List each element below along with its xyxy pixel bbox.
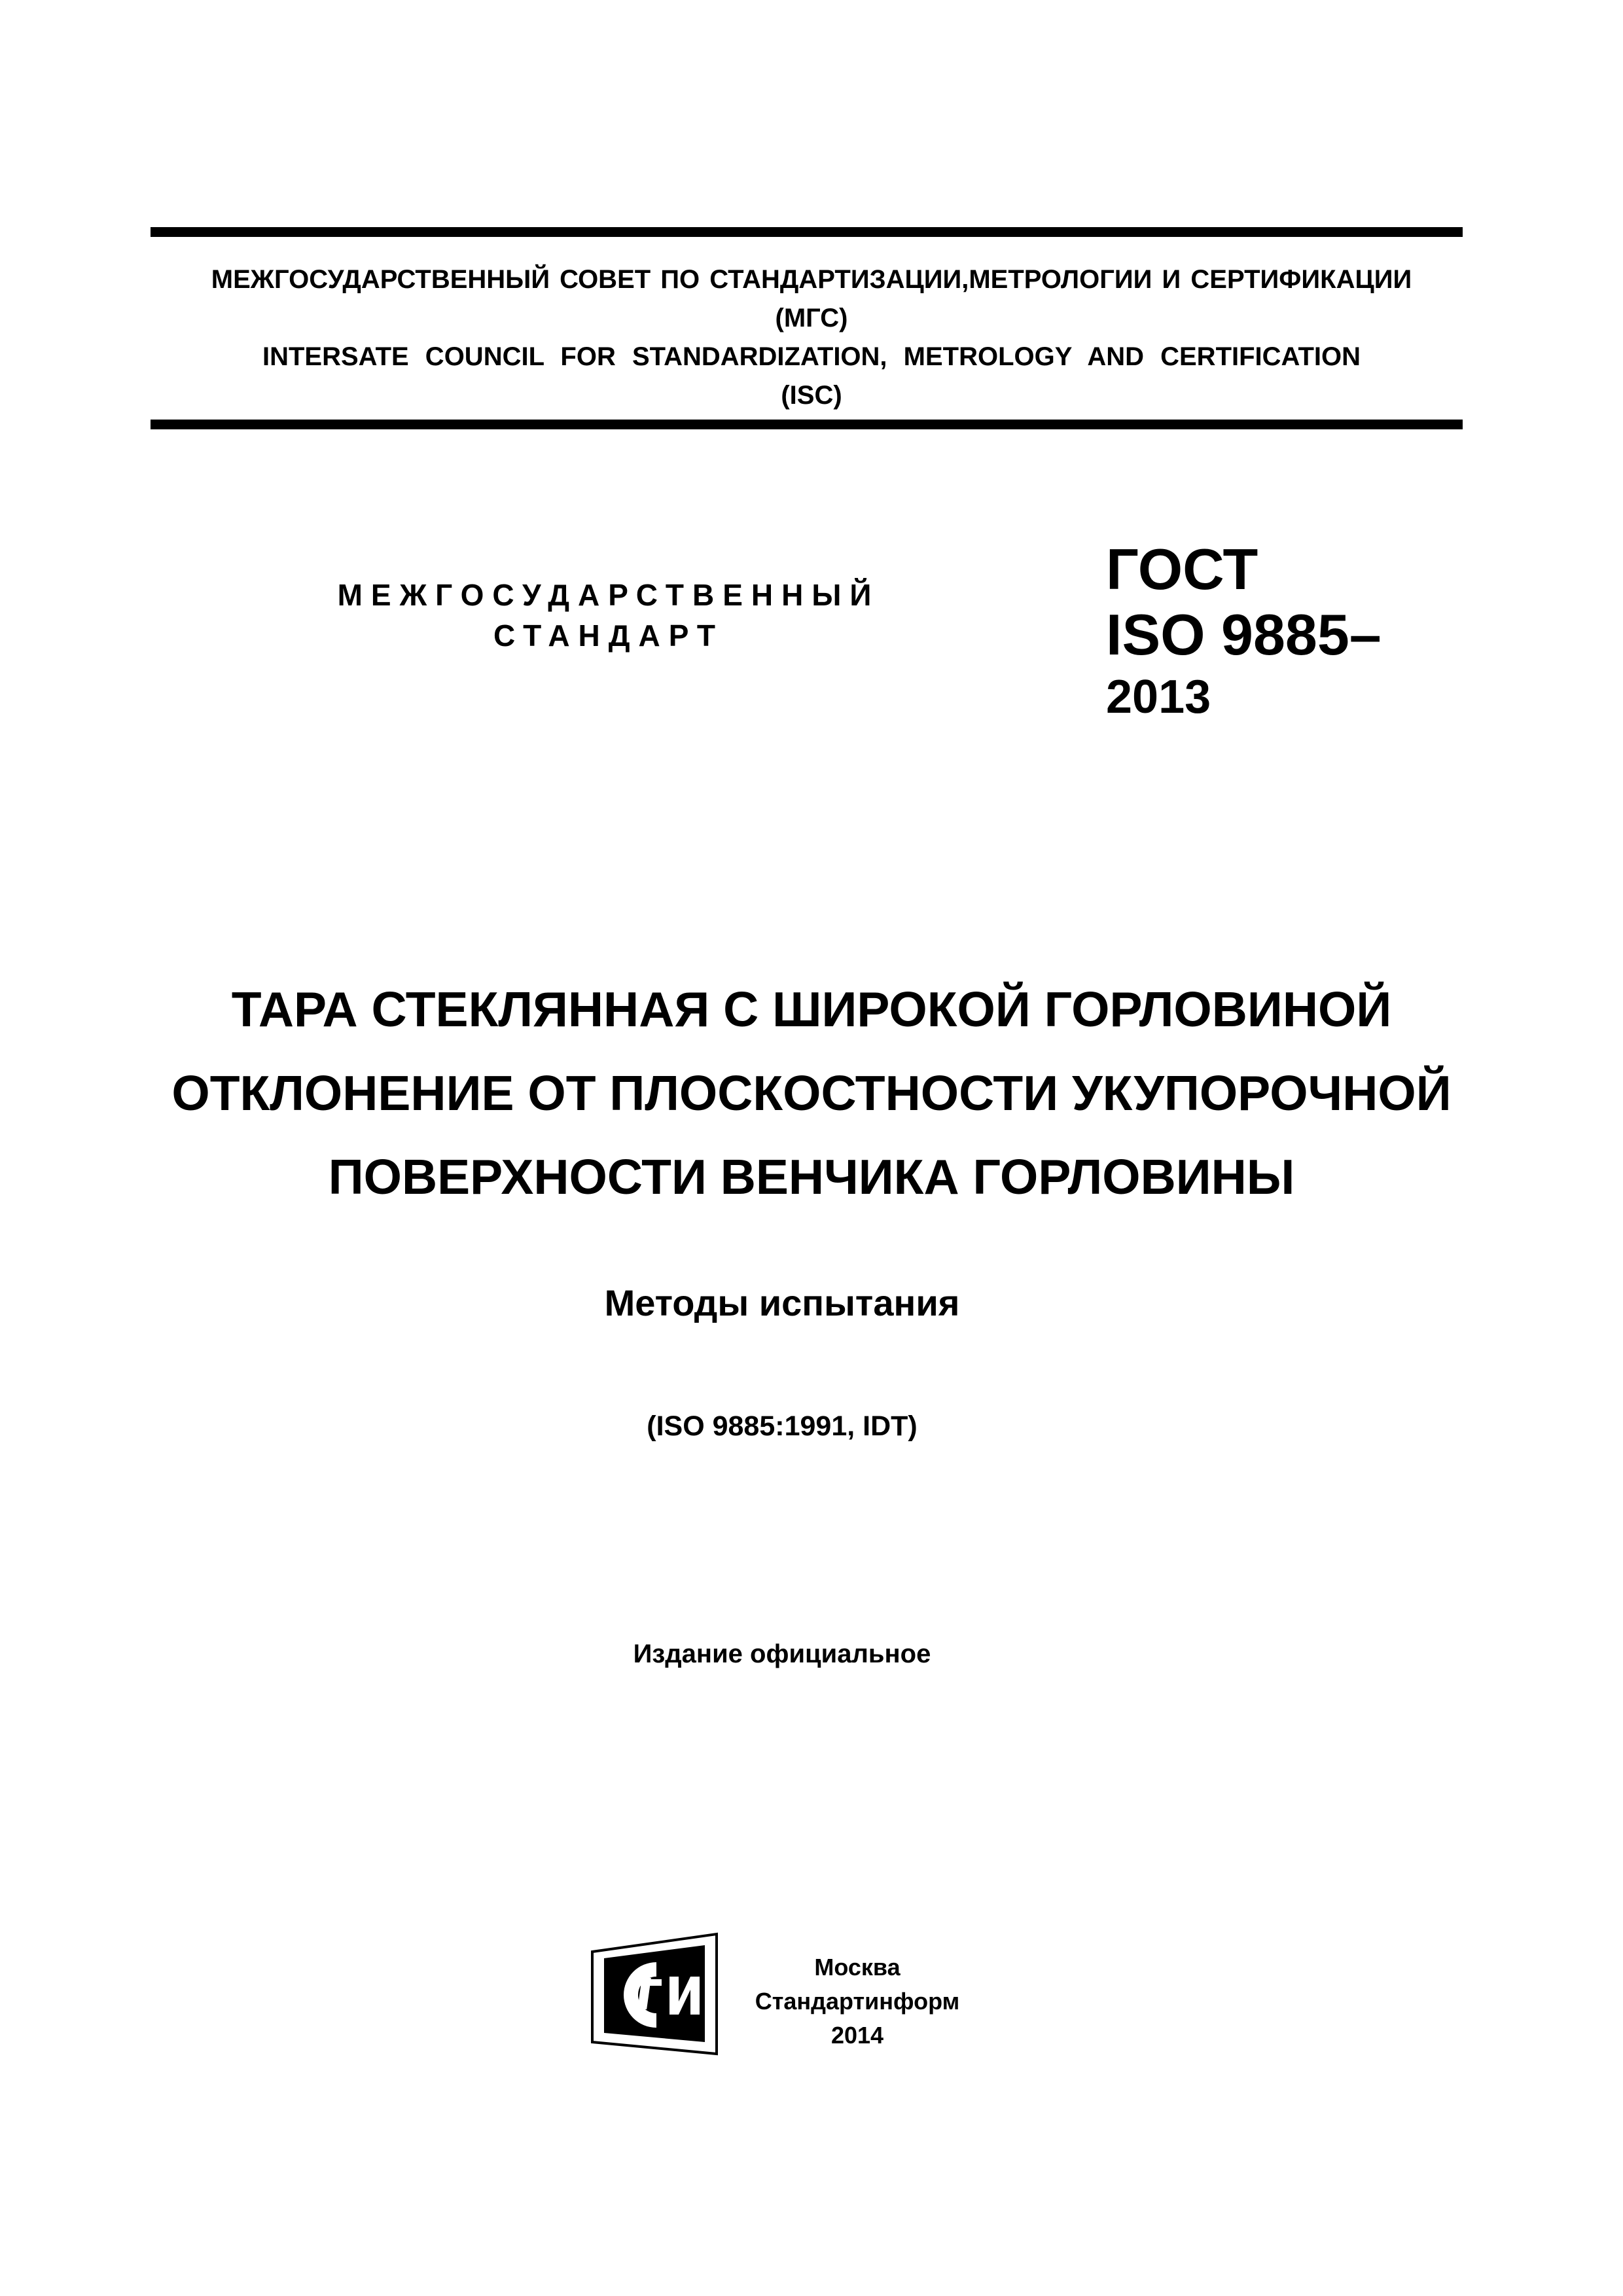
designation-number: ISO 9885– [1106,602,1382,667]
designation-gost: ГОСТ [1106,537,1258,601]
publisher-info [720,1950,995,2053]
bottom-rule [151,420,1463,429]
title-line3: ПОВЕРХНОСТИ ВЕНЧИКА ГОРЛОВИНЫ [328,1149,1295,1204]
title-line1: ТАРА СТЕКЛЯННАЯ С ШИРОКОЙ ГОРЛОВИНОЙ [231,982,1392,1037]
council-abbr-en: (ISC) [781,381,842,410]
designation-year: 2013 [1106,671,1211,723]
council-abbr-ru: (МГС) [775,304,848,332]
publisher-name: Стандартинформ [755,1988,960,2015]
standard-designation [1106,537,1382,726]
standard-type [281,575,936,656]
title-line2: ОТКЛОНЕНИЕ ОТ ПЛОСКОСТНОСТИ УКУПОРОЧНОЙ [171,1066,1452,1121]
council-name-ru: МЕЖГОСУДАРСТВЕННЫЙ СОВЕТ ПО СТАНДАРТИЗАЦИИ,МЕТРОЛОГИИ И СЕРТИФИКАЦИИ [211,265,1412,294]
standard-type-line2: СТАНДАРТ [493,619,724,653]
international-equivalent: (ISO 9885:1991, IDT) [647,1410,918,1442]
document-subtitle: Методы испытания [604,1282,960,1323]
edition-note: Издание официальное [633,1640,931,1668]
council-name-en: INTERSATE COUNCIL FOR STANDARDIZATION, METROLOGY AND CERTIFICATION [262,342,1361,371]
standard-type-line1: МЕЖГОСУДАРСТВЕННЫЙ [337,578,880,612]
publisher-year: 2014 [830,2022,884,2049]
publisher-city: Москва [814,1954,901,1981]
top-rule [151,227,1463,237]
standartinform-logo-icon [586,1931,723,2058]
council-header [98,260,1525,415]
document-title [65,967,1558,1219]
